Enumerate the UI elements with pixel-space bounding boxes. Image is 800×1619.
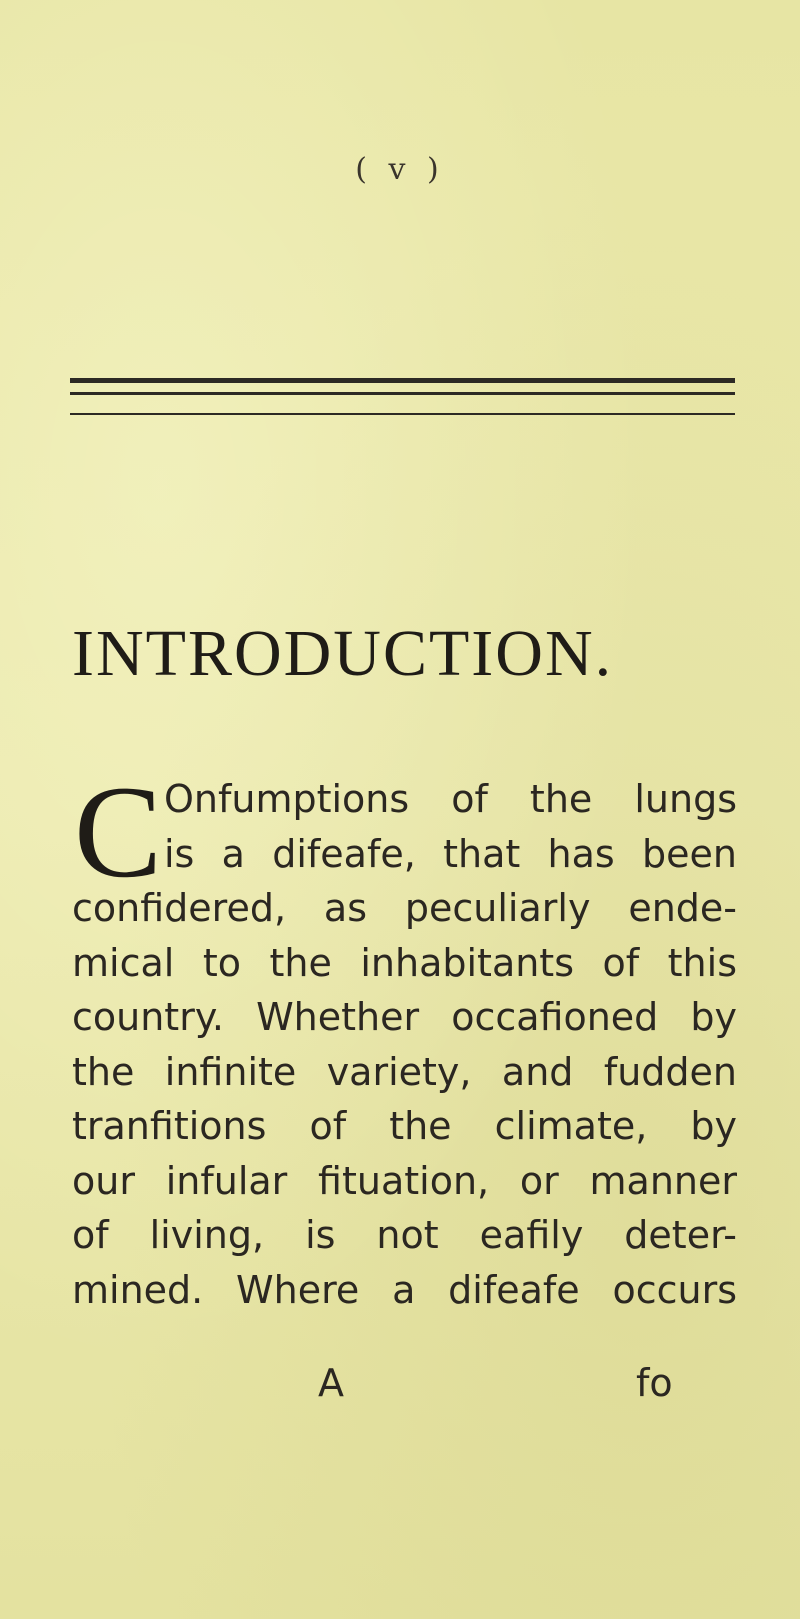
text-line-5: country. Whether occafioned by (72, 995, 737, 1039)
text-line-8: our infular fituation, or manner (72, 1158, 737, 1203)
rule-thin (70, 413, 735, 415)
text-line-10: mined. Where a difeafe occurs (72, 1267, 737, 1312)
text-line-2: is a difeafe, that has been (164, 831, 737, 876)
text-line-3: confidered, as peculiarly ende- (72, 886, 737, 930)
page-number: ( v ) (355, 152, 445, 187)
text-line-9: of living, is not eafily deter- (72, 1213, 737, 1257)
text-line-6: the infinite variety, and fudden (72, 1049, 737, 1094)
rule-thick (70, 378, 735, 383)
rule-middle (70, 392, 735, 395)
ornamental-rule (70, 378, 735, 415)
drop-cap: C (74, 758, 163, 905)
text-line-4: mical to the inhabitants of this (72, 940, 737, 985)
text-line-7: tranfitions of the climate, by (72, 1104, 737, 1148)
text-line-1: Onfumptions of the lungs (164, 777, 737, 821)
body-text (72, 758, 737, 1317)
chapter-heading: INTRODUCTION. (72, 617, 614, 690)
catchword: fo (636, 1361, 673, 1405)
signature-mark: A (318, 1361, 344, 1405)
